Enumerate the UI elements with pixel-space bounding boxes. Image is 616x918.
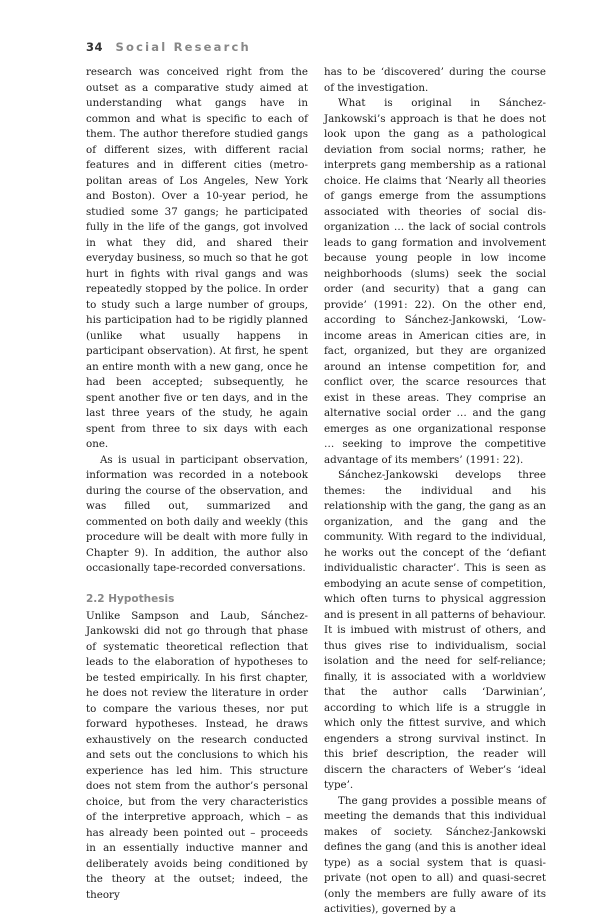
right-column [324, 65, 546, 918]
paragraph: The gang provides a possible means of meeting the demands that this individual makes of society. Sánchez-Jankowski defines the gang (and this is another ideal type) as a social system that is quasi-private (not open to all) and quasi-secret (only the members are fully aware of its activities), governed by a [324, 794, 546, 915]
paragraph: has to be ‘discovered’ during the course of the investigation. [324, 66, 546, 94]
section-heading: 2.2 Hypothesis [86, 592, 175, 605]
paragraph: research was conceived right from the outset as a comparative study aimed at understanding what gangs have in common and what is specific to each of them. The author therefore studied gangs of different sizes, with different racial features and in different cities (metropolitan areas of Los Angeles, New York and Boston). Over a 10-year period, he studied some 37 gangs; he participated fully in the life of the gangs, got involved in what they did, and shared their everyday business, so much so that he got hurt in fights with rival gangs and was repeatedly stopped by the police. In order to study such a large number of groups, his participation had to be rigidly planned (unlike what usually happens in participant observation). At first, he spent an entire month with a new gang, once he had been accepted; subsequently, he spent another five or ten days, and in the last three years of the study, he again spent from three to six days with each one. [86, 66, 308, 450]
running-head [86, 40, 251, 54]
paragraph: Sánchez-Jankowski develops three themes: the individual and his relationship with the gang, the gang as an organization, and the gang and the community. With regard to the individual, he works out the concept of the ‘defiant individualistic character’. This is seen as embodying an acute sense of competition, which often turns to physical aggression and is present in all patterns of behaviour. It is imbued with mistrust of others, and thus gives rise to individualism, social isolation and the need for self-reliance; finally, it is associated with a worldview that the author calls ‘Darwinian’, according to which life is a struggle in which only the fittest survive, and which engenders a strong survival instinct. In this brief description, the reader will discern the characters of Weber’s ‘ideal type’. [324, 469, 546, 791]
paragraph: Unlike Sampson and Laub, Sánchez-Jankowski did not go through that phase of systematic theoretical reflection that leads to the elaboration of hypotheses to be tested empirically. In his first chapter, he does not review the literature in order to compare the various theses, nor put forward hypotheses. Instead, he draws exhaustively on the research conducted and sets out the conclusions to which his experience has led him. This structure does not stem from the author’s personal choice, but from the very characteristics of the interpretive approach, which – as has already been pointed out – proceeds in an essentially inductive manner and deliberately avoids being conditioned by the theory at the outset; indeed, the theory [86, 609, 308, 901]
paragraph: As is usual in participant observation, information was recorded in a notebook during the course of the observation, and was filled out, summarized and commented on both daily and weekly (this procedure will be dealt with more fully in Chapter 9). In addition, the author also occasionally tape-recorded conversations. [86, 453, 308, 574]
paragraph: What is original in Sánchez-Jankowski’s approach is that he does not look upon the gang as a pathological deviation from social norms; rather, he interprets gang membership as a rational choice. He claims that ‘Nearly all theories of gangs emerge from the assumptions associated with theories of social disorganization … the lack of social controls leads to gang formation and involvement because young people in low income neighborhoods (slums) seek the social order (and security) that a gang can provide’ (1991: 22). On the other end, according to Sánchez-Jankowski, ‘Low-income areas in American cities are, in fact, organized, but they are organized around an intense competition for, and conflict over, the scarce resources that exist in these areas. They comprise an alternative social order … and the gang emerges as one organizational response … seeking to improve the competitive advantage of its members’ (1991: 22). [324, 97, 546, 466]
running-title: Social Research [115, 40, 251, 54]
left-column [86, 65, 308, 903]
page-number: 34 [86, 40, 104, 54]
